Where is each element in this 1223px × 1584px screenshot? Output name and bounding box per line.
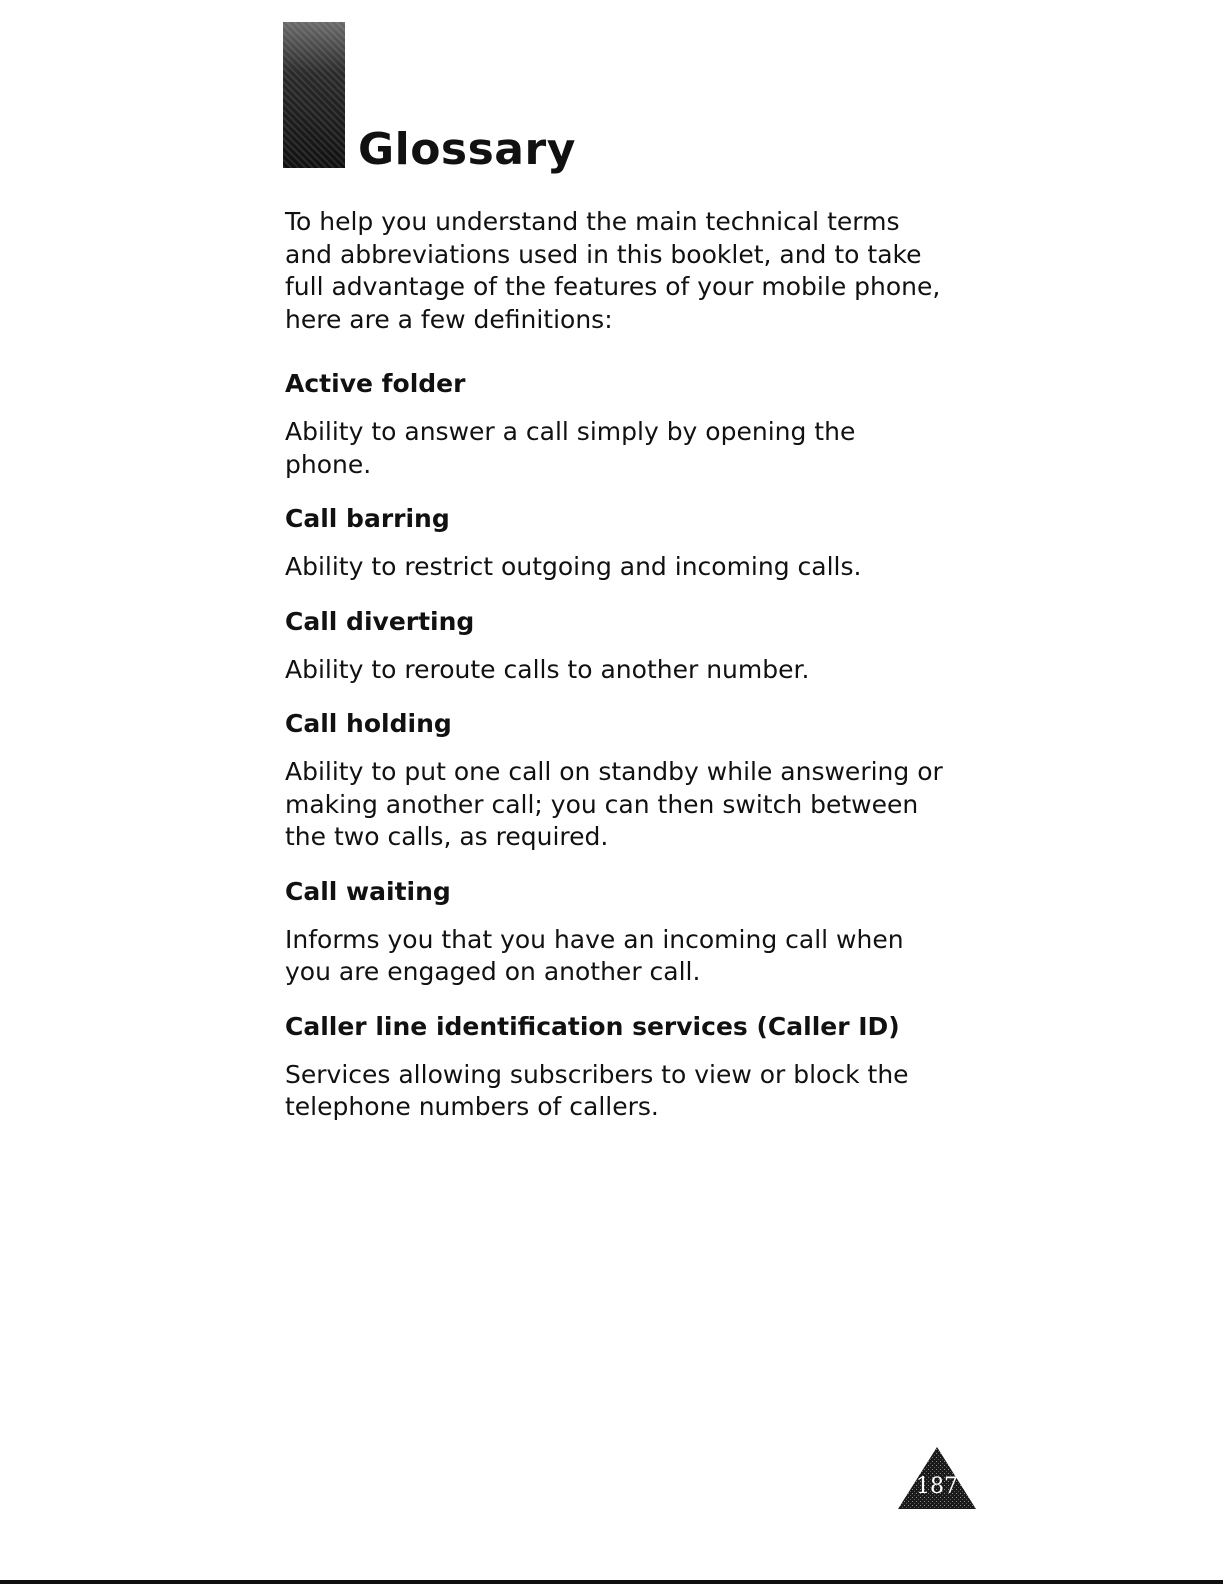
- bottom-border: [0, 1580, 1223, 1584]
- term-name: Active folder: [285, 369, 466, 398]
- glossary-entry-call-barring: [285, 501, 955, 584]
- page-number: 187: [916, 1474, 958, 1499]
- chapter-marker-bar: [283, 22, 345, 168]
- term-name: Call barring: [285, 504, 450, 533]
- term-name: Call diverting: [285, 606, 475, 636]
- term-definition: Ability to reroute calls to another number.: [285, 654, 810, 684]
- term-definition: Services allowing subscribers to view or block the telephone numbers of callers.: [285, 1059, 909, 1121]
- glossary-entry-call-waiting: [285, 874, 955, 989]
- term-name: Call holding: [285, 709, 452, 738]
- term-name: Caller line identification services (Caller ID): [285, 1011, 900, 1041]
- page-title: Glossary: [358, 124, 576, 175]
- glossary-entry-active-folder: [285, 366, 955, 481]
- glossary-entry-call-holding: [285, 706, 955, 854]
- term-definition: Ability to answer a call simply by opening the phone.: [285, 417, 856, 479]
- term-definition: Ability to put one call on standby while answering or making another call; you can then switch between the two calls, as required.: [285, 757, 943, 851]
- term-name: Call waiting: [285, 876, 451, 906]
- glossary-entry-caller-id: [285, 1009, 955, 1124]
- intro-paragraph: To help you understand the main technical terms and abbreviations used in this booklet, and to take full advantage of the features of your mobile phone, here are a few definitions:: [285, 207, 941, 334]
- term-definition: Informs you that you have an incoming call when you are engaged on another call.: [285, 924, 904, 986]
- glossary-entry-call-diverting: [285, 604, 955, 687]
- term-definition: Ability to restrict outgoing and incoming calls.: [285, 552, 862, 581]
- glossary-list: [285, 366, 955, 1144]
